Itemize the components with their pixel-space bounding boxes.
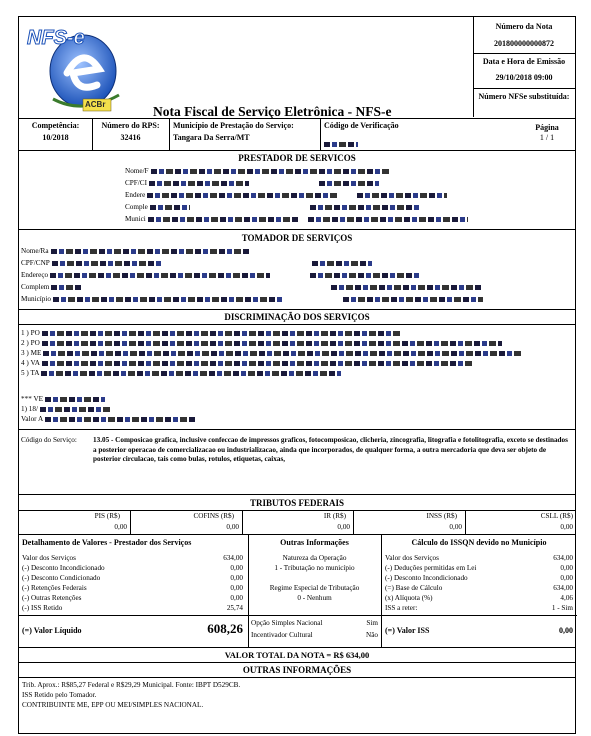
valor-iss-value: 0,00 [559,626,573,635]
substituida-label: Número NFSe substituída: [478,92,570,101]
prestador-row: Munici [125,215,468,224]
inss-label: INSS (R$) [426,512,457,520]
natureza-label: Natureza da Operação [282,554,347,562]
regime-label: Regime Especial de Tributação [269,584,360,592]
servico-line: Valor A [21,415,195,424]
tomador-row: Nome/Ra [21,247,251,256]
pagina-value: 1 / 1 [539,133,555,142]
incentivador-value: Não [366,631,378,639]
tributos-title: TRIBUTOS FEDERAIS [249,498,345,508]
logo-sub: ACBr [85,100,106,109]
discriminacao-title: DISCRIMINAÇÃO DOS SERVIÇOS [224,312,370,322]
cofins-value: 0,00 [226,523,239,531]
servico-line: 1 ) PO [21,329,402,338]
rps-value: 32416 [120,133,141,142]
data-value: 29/10/2018 09:00 [495,73,553,82]
logo-text: NFS-e [27,27,85,49]
csll-label: CSLL (R$) [540,512,573,520]
numero-label: Número da Nota [495,22,553,31]
servico-line: 3 ) ME [21,349,523,358]
outras-line: Trib. Aprox.: R$85,27 Federal e R$29,29 Municipal. Fonte: IBPT D529CB. [22,681,241,689]
servico-line: 5 ) TA [21,369,341,378]
valor-liquido-label: (=) Valor Líquido [22,626,82,635]
prestador-row: CPF/CI [125,179,379,188]
servico-line: 4 ) VA [21,359,472,368]
prestador-row: Comple [125,203,420,212]
outras-line: ISS Retido pelo Tomador. [22,691,97,699]
tomador-row: Complem [21,283,481,292]
prestador-row: Nome/F [125,167,391,176]
ir-value: 0,00 [337,523,350,531]
detalhamento-title: Detalhamento de Valores - Prestador dos Serviços [22,538,192,547]
outras-line: CONTRIBUINTE ME, EPP OU MEI/SIMPLES NACIONAL. [22,701,204,709]
prestador-title: PRESTADOR DE SERVICOS [238,153,356,163]
pis-label: PIS (R$) [94,512,120,520]
issqn-title: Cálculo do ISSQN devido no Município [411,538,547,547]
rps-label: Número do RPS: [101,121,160,130]
competencia-value: 10/2018 [42,133,69,142]
cofins-label: COFINS (R$) [193,512,234,520]
municipio-label: Município de Prestação do Serviço: [173,121,294,130]
nfse-logo [27,23,137,115]
outras-informacoes-title: OUTRAS INFORMAÇÕES [242,665,352,675]
valor-total: VALOR TOTAL DA NOTA = R$ 634,00 [224,650,370,660]
ir-label: IR (R$) [323,512,346,520]
nfse-document: NFS-e ACBr Nota Fiscal de Serviço Eletrônica - NFS-e Número da Nota 201800000000872 Data e Hora de Emissão 29/10/2018 09:00 Número NFSe substituída: Competência: 10/2018 Número do RPS: 32416 Município de Prestação do Serviço: Tangara Da Serra/MT Código de Verificação Página 1 / 1 PRESTADOR DE SERVICOS Nome/F CPF/CI Endere Comple Munici TOMADOR DE SERVIÇOS Nome/Ra CPF/CNP Endereço Complem Município DISCRIMINAÇÃO DOS SERVIÇOS 1 ) PO 2 ) PO 3 ) ME 4 ) VA 5 ) TA *** VE 1) 18/ Valor A Código do Serviço: 13.05 - Composicao grafica, inclusive confeccao de impressos graficos, fotocomposicao, clicheria, zincografia, litografia e fotolitografia, exceto se destinados a posterior operacao de comercializacao ou industrializacao, ainda que incorporados, de qualquer forma, a outra mercadoria que deva ser objeto de posterior circulacao, tais como bulas, rotulos, etiquetas, caixas, TRIBUTOS FEDERAIS PIS (R$) 0,00 COFINS (R$) 0,00 IR (R$) 0,00 INSS (R$) 0,00 CSLL (R$) 0,00 Detalhamento de Valores - Prestador dos Serviços Valor dos Serviços 634,00 (-) Desconto Incondicionado 0,00 (-) Desconto Condicionado 0,00 (-) Retenções Federais 0,00 (-) Outras Retenções 0,00 (-) ISS Retido 25,74 (=) Valor Líquido 608,26 Outras Informações Natureza da Operação 1 - Tributação no município Regime Especial de Tributação 0 - Nenhum Opção Simples Nacional Sim Incentivador Cultural Não Cálculo do ISSQN devido no Município Valor dos Serviços 634,00 (-) Deduções permitidas em Lei 0,00 (-) Desconto Incondicionado 0,00 (=) Base de Cálculo 634,00 (x) Alíquota (%) 4,06 ISS a reter: 1 - Sim (=) Valor ISS 0,00 VALOR TOTAL DA NOTA = R$ 634,00 OUTRAS INFORMAÇÕES Trib. Aprox.: R$85,27 Federal e R$29,29 Municipal. Fonte: IBPT D529CB. ISS Retido pelo Tomador. CONTRIBUINTE ME, EPP OU MEI/SIMPLES NACIONAL. [18,16,576,734]
tomador-row: Endereço [21,271,420,280]
prestador-row: Endere [125,191,447,200]
csll-value: 0,00 [560,523,573,531]
outras-info-title: Outras Informações [280,538,349,547]
municipio-value: Tangara Da Serra/MT [173,133,250,142]
simples-label: Opção Simples Nacional [251,619,323,627]
natureza-value: 1 - Tributação no município [274,564,355,572]
valor-iss-label: (=) Valor ISS [385,626,430,635]
tomador-title: TOMADOR DE SERVIÇOS [241,233,353,243]
valor-liquido-value: 608,26 [207,621,243,636]
data-label: Data e Hora de Emissão [482,57,566,66]
pis-value: 0,00 [114,523,127,531]
servico-line: *** VE [21,395,105,404]
regime-value: 0 - Nenhum [297,594,332,602]
nfse-number-box [473,17,575,117]
servico-line: 1) 18/ [21,405,110,414]
codigo-servico-text: 13.05 - Composicao grafica, inclusive confeccao de impressos graficos, fotocomposicao, clicheria, zincografia, litografia e fotolitografia, exceto se destinados a posterior operacao de comercializacao ou industrializacao, ainda que incorporados, de qualquer forma, a outra mercadoria que deva ser objeto de posterior circulacao, tais como bulas, rotulos, etiquetas, caixas, [93,436,568,463]
tomador-row: Município [21,295,483,304]
tomador-row: CPF/CNP [21,259,372,268]
pagina-label: Página [535,123,559,132]
doc-title: Nota Fiscal de Serviço Eletrônica - NFS-e [153,104,392,119]
incentivador-label: Incentivador Cultural [251,631,313,639]
verificacao-label: Código de Verificação [324,121,399,130]
simples-value: Sim [366,619,378,627]
codigo-servico-label: Código do Serviço: [21,436,77,444]
inss-value: 0,00 [449,523,462,531]
servico-line: 2 ) PO [21,339,502,348]
numero-value: 201800000000872 [494,39,554,48]
competencia-label: Competência: [31,121,80,130]
